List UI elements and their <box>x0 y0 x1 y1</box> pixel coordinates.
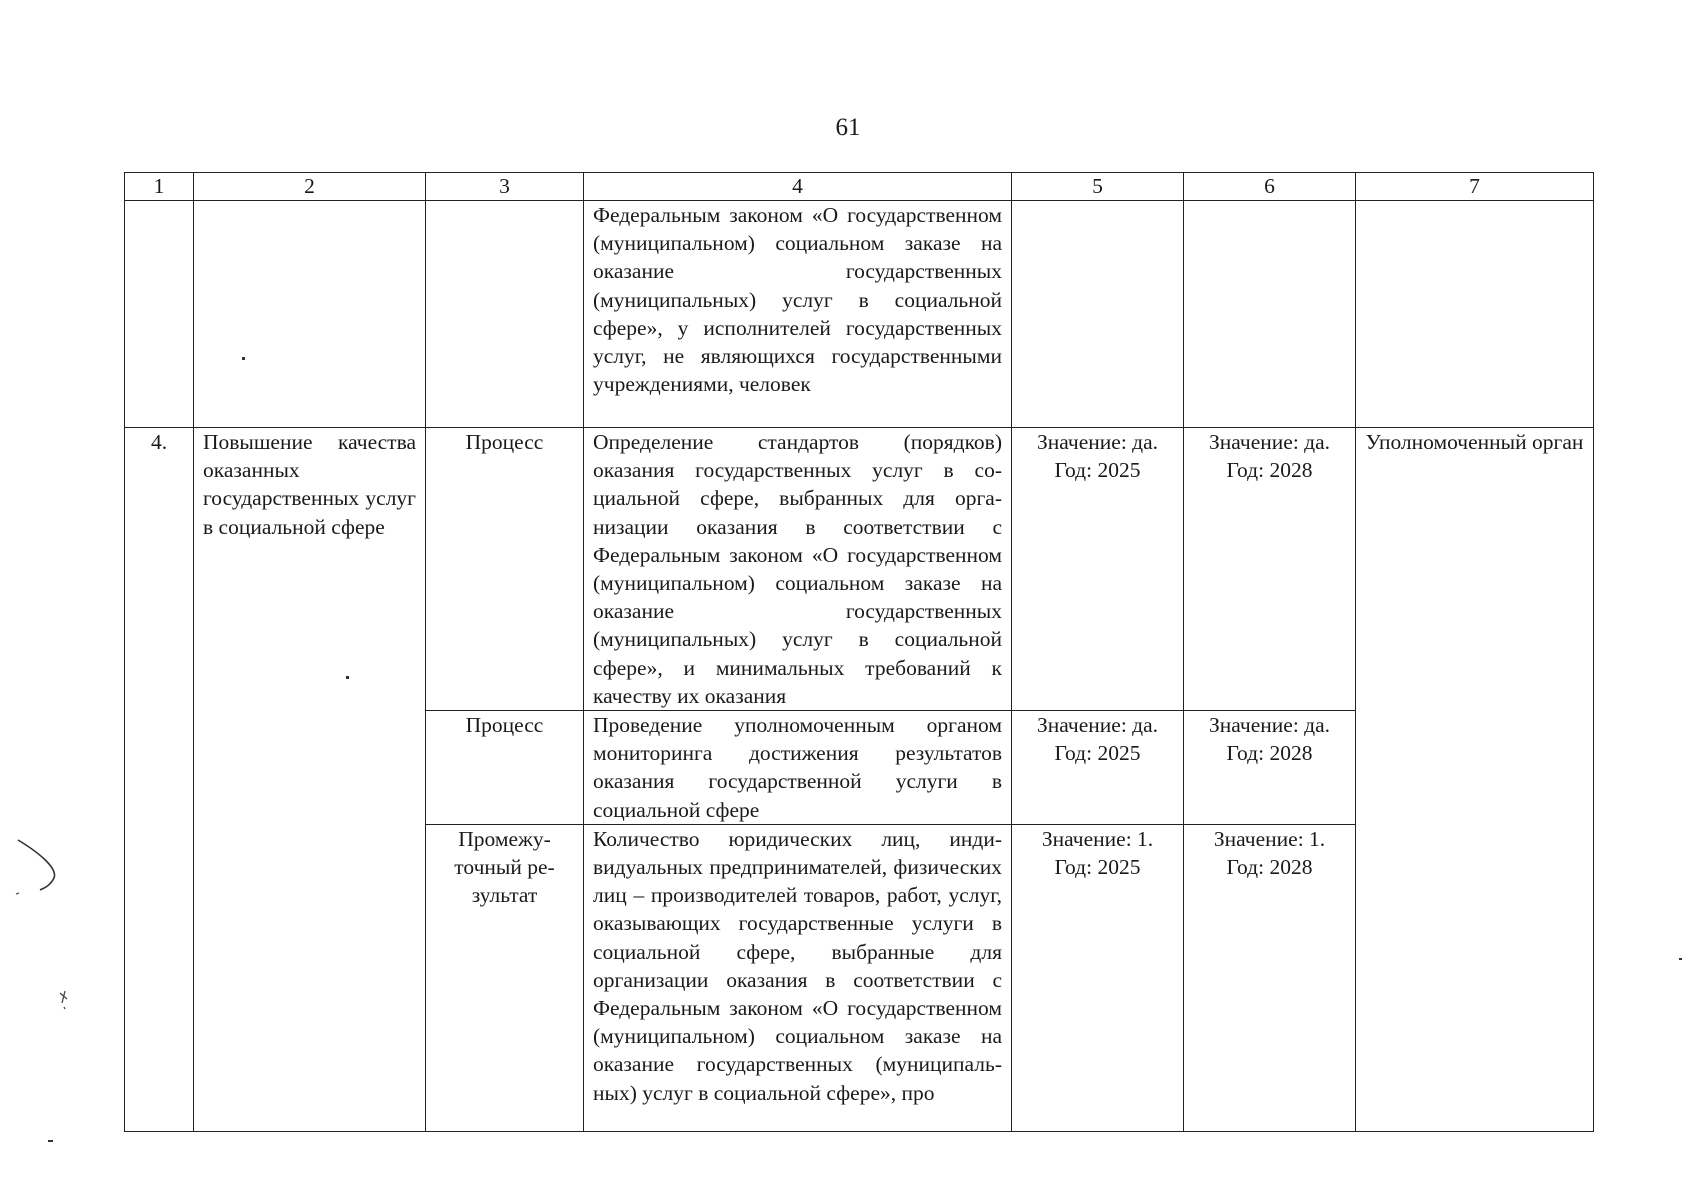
column-header: 4 <box>584 173 1012 201</box>
item-base-value: Значение: 1. Год: 2025 <box>1012 824 1184 1131</box>
item-description: Количество юридических лиц, индивидуальных предпринимателей, физических лиц – производителей товаров, работ, услуг, оказывающих государственные услуги в социальной сфере, выбранные для организации оказания в соответствии с Федеральным законом «О государственном (муниципальном) социальном заказе на оказание государственных (муниципальных) услуг в социальной сфере», про <box>584 824 1012 1131</box>
header-row <box>125 173 1594 201</box>
item-type: Процесс <box>426 428 584 711</box>
item-description: Определение стандартов (порядков) оказания государственных услуг в социальной сфере, выбранных для организации оказания в соответствии с Федеральным законом «О государственном (муниципальном) социальном заказе на оказание государственных (муниципальных) услуг в социальной сфере», и минимальных требований к качеству их оказания <box>584 428 1012 711</box>
cell-number <box>125 201 194 428</box>
cell-target-value <box>1184 201 1356 428</box>
column-header: 3 <box>426 173 584 201</box>
column-header: 6 <box>1184 173 1356 201</box>
table-row-continuation <box>125 201 1594 428</box>
scan-dot <box>242 357 245 360</box>
scan-dot <box>48 1140 53 1142</box>
item-base-value: Значение: да. Год: 2025 <box>1012 711 1184 825</box>
item-type: Промежуточный результат <box>426 824 584 1131</box>
cell-responsible <box>1356 201 1594 428</box>
document-table <box>124 172 1594 1132</box>
cell-task <box>194 201 426 428</box>
scan-dot <box>346 676 349 679</box>
item-type: Процесс <box>426 711 584 825</box>
item-description: Проведение уполномоченным органом мониторинга достижения результатов оказания государственной услуги в социальной сфере <box>584 711 1012 825</box>
row-number: 4. <box>125 428 194 1132</box>
cell-base-value <box>1012 201 1184 428</box>
column-header: 1 <box>125 173 194 201</box>
scan-scratch-mark <box>10 830 70 900</box>
scan-scratch-mark <box>55 985 75 1015</box>
item-target-value: Значение: да. Год: 2028 <box>1184 711 1356 825</box>
item-base-value: Значение: да. Год: 2025 <box>1012 428 1184 711</box>
cell-type <box>426 201 584 428</box>
page-number: 61 <box>835 114 861 141</box>
cell-description: Федеральным законом «О государственном (муниципальном) социальном заказе на оказание государственных (муниципальных) услуг в социальной сфере», у исполнителей государственных услуг, не являющихся государственными учреждениями, человек <box>584 201 1012 428</box>
column-header: 5 <box>1012 173 1184 201</box>
table-row <box>125 428 1594 711</box>
column-header: 2 <box>194 173 426 201</box>
item-target-value: Значение: 1. Год: 2028 <box>1184 824 1356 1131</box>
column-header: 7 <box>1356 173 1594 201</box>
task-name: Повышение качества оказанных государственных услуг в социальной сфере <box>194 428 426 1132</box>
scan-dot <box>1679 958 1682 960</box>
item-target-value: Значение: да. Год: 2028 <box>1184 428 1356 711</box>
responsible-body: Уполномоченный орган <box>1356 428 1594 1132</box>
